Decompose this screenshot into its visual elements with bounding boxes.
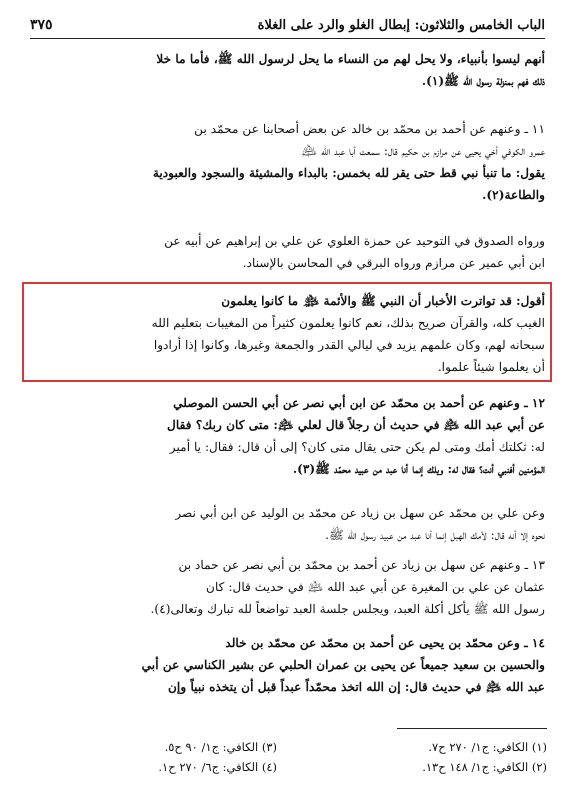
text-line: المؤمنين أفنبي أنت؟ فقال له: ويلك إنما أنا عبد من عبيد محمّد ﷺ(٣).	[292, 462, 545, 476]
text-line: عثمان عن علي بن المغيرة عن أبي عبد الله ﵇ في حديث قال: كان	[206, 580, 545, 594]
text-line: نحوه إلا أنه قال: لأمك الهبل إنما أنا عبد من عبيد رسول الله ﷺ.	[325, 528, 545, 542]
text-line: وعن علي بن محمّد عن سهل بن زياد عن محمّد بن الوليد عن ابن أبي نصر	[175, 506, 545, 520]
text-line: والحسين بن سعيد جميعاً عن يحيى بن عمران الحلبي عن بشير الكناسي عن أبي	[141, 658, 545, 672]
chapter-title: الباب الخامس والثلاثون: إبطال الغلو والرد على الغلاة	[257, 17, 545, 33]
paragraph-5	[30, 392, 545, 480]
text-line: الغيب كله، والقرآن صريح بذلك، نعم كانوا يعلمون كثيراً من المغيبات بتعليم الله	[151, 316, 545, 330]
text-line: ورواه الصدوق في التوحيد عن حمزة العلوي عن علي بن إبراهيم عن أبيه عن	[164, 234, 545, 248]
text-line: عن أبي عبد الله ﵇ في حديث أن رجلاً قال لعلي ﵇: متى كان ربك؟ فقال	[167, 418, 545, 432]
text-line: أقول: قد تواترت الأخبار أن النبي ﷺ والأئمة ﵈ ما كانوا يعلمون	[221, 294, 545, 308]
text-line: ذلك فهم بمنزلة رسول الله ﷺ(١).	[421, 74, 545, 88]
text-line: يقول: ما تنبأ نبي قط حتى يقر لله بخمس: بالبداء والمشيئة والسجود والعبودية	[152, 166, 545, 180]
paragraph-2	[30, 118, 545, 206]
text-line: ابن أبي عمير عن مرازم ورواه البرقي في المحاسن بالإسناد.	[242, 256, 545, 270]
paragraph-7	[30, 554, 545, 620]
paragraph-1	[30, 48, 545, 92]
footnote-2: (٢) الكافي: ج١/ ١٤٨ ح١٣.	[422, 760, 547, 774]
footnote-1: (١) الكافي: ج١/ ٢٧٠ ح٧.	[428, 740, 547, 754]
text-line: عمرو الكوفي أخي يحيى عن مرازم بن حكيم قال: سمعت أبا عبد الله ﵇	[301, 144, 545, 158]
paragraph-8	[30, 632, 545, 698]
text-line: ١٤ ـ وعن محمّد بن يحيى عن أحمد بن محمّد عن محمّد بن خالد	[225, 636, 545, 650]
text-line: عبد الله ﵇ في حديث قال: إن الله اتخذ محمّداً عبداً قبل أن يتخذه نبياً وإن	[167, 680, 545, 694]
paragraph-4	[30, 290, 545, 378]
footnote-separator	[397, 728, 547, 729]
text-line: له: ثكلتك أمك ومتى لم يكن حتى يقال متى كان؟ إلى أن قال: فقال: يا أمير	[169, 440, 545, 454]
text-line: سبحانه لهم، وكان علمهم يزيد في ليالي القدر والجمعة وغيرها، وكانوا إذا أرادوا	[153, 338, 545, 352]
text-line: والطاعة(٢).	[482, 188, 545, 202]
footnote-3: (٣) الكافي: ج١/ ٩٠ ح٥.	[164, 740, 277, 754]
text-line: أن يعلموا شيئاً علموا.	[437, 360, 545, 374]
text-line: ١١ ـ وعنهم عن أحمد بن محمّد بن خالد عن بعض أصحابنا عن محمّد بن	[194, 122, 545, 136]
text-line: ١٢ ـ وعنهم عن أحمد بن محمّد عن ابن أبي نصر عن أبي الحسن الموصلي	[173, 396, 545, 410]
text-line: ١٣ ـ وعنهم عن سهل بن زياد عن أحمد بن محمّد بن أبي نصر عن حماد بن	[178, 558, 545, 572]
text-line: أنهم ليسوا بأنبياء، ولا يحل لهم من النساء ما يحل لرسول الله ﷺ، فأما ما خلا	[156, 52, 545, 66]
page-number: ٣٧٥	[30, 17, 53, 33]
paragraph-3	[30, 230, 545, 274]
page-header	[30, 12, 545, 39]
footnote-4: (٤) الكافي: ج٦/ ٢٧٠ ح١.	[158, 760, 277, 774]
paragraph-6	[30, 502, 545, 546]
text-line: رسول الله ﷺ يأكل أكلة العبد، ويجلس جلسة العبد تواضعاً لله تبارك وتعالى(٤).	[150, 602, 545, 616]
